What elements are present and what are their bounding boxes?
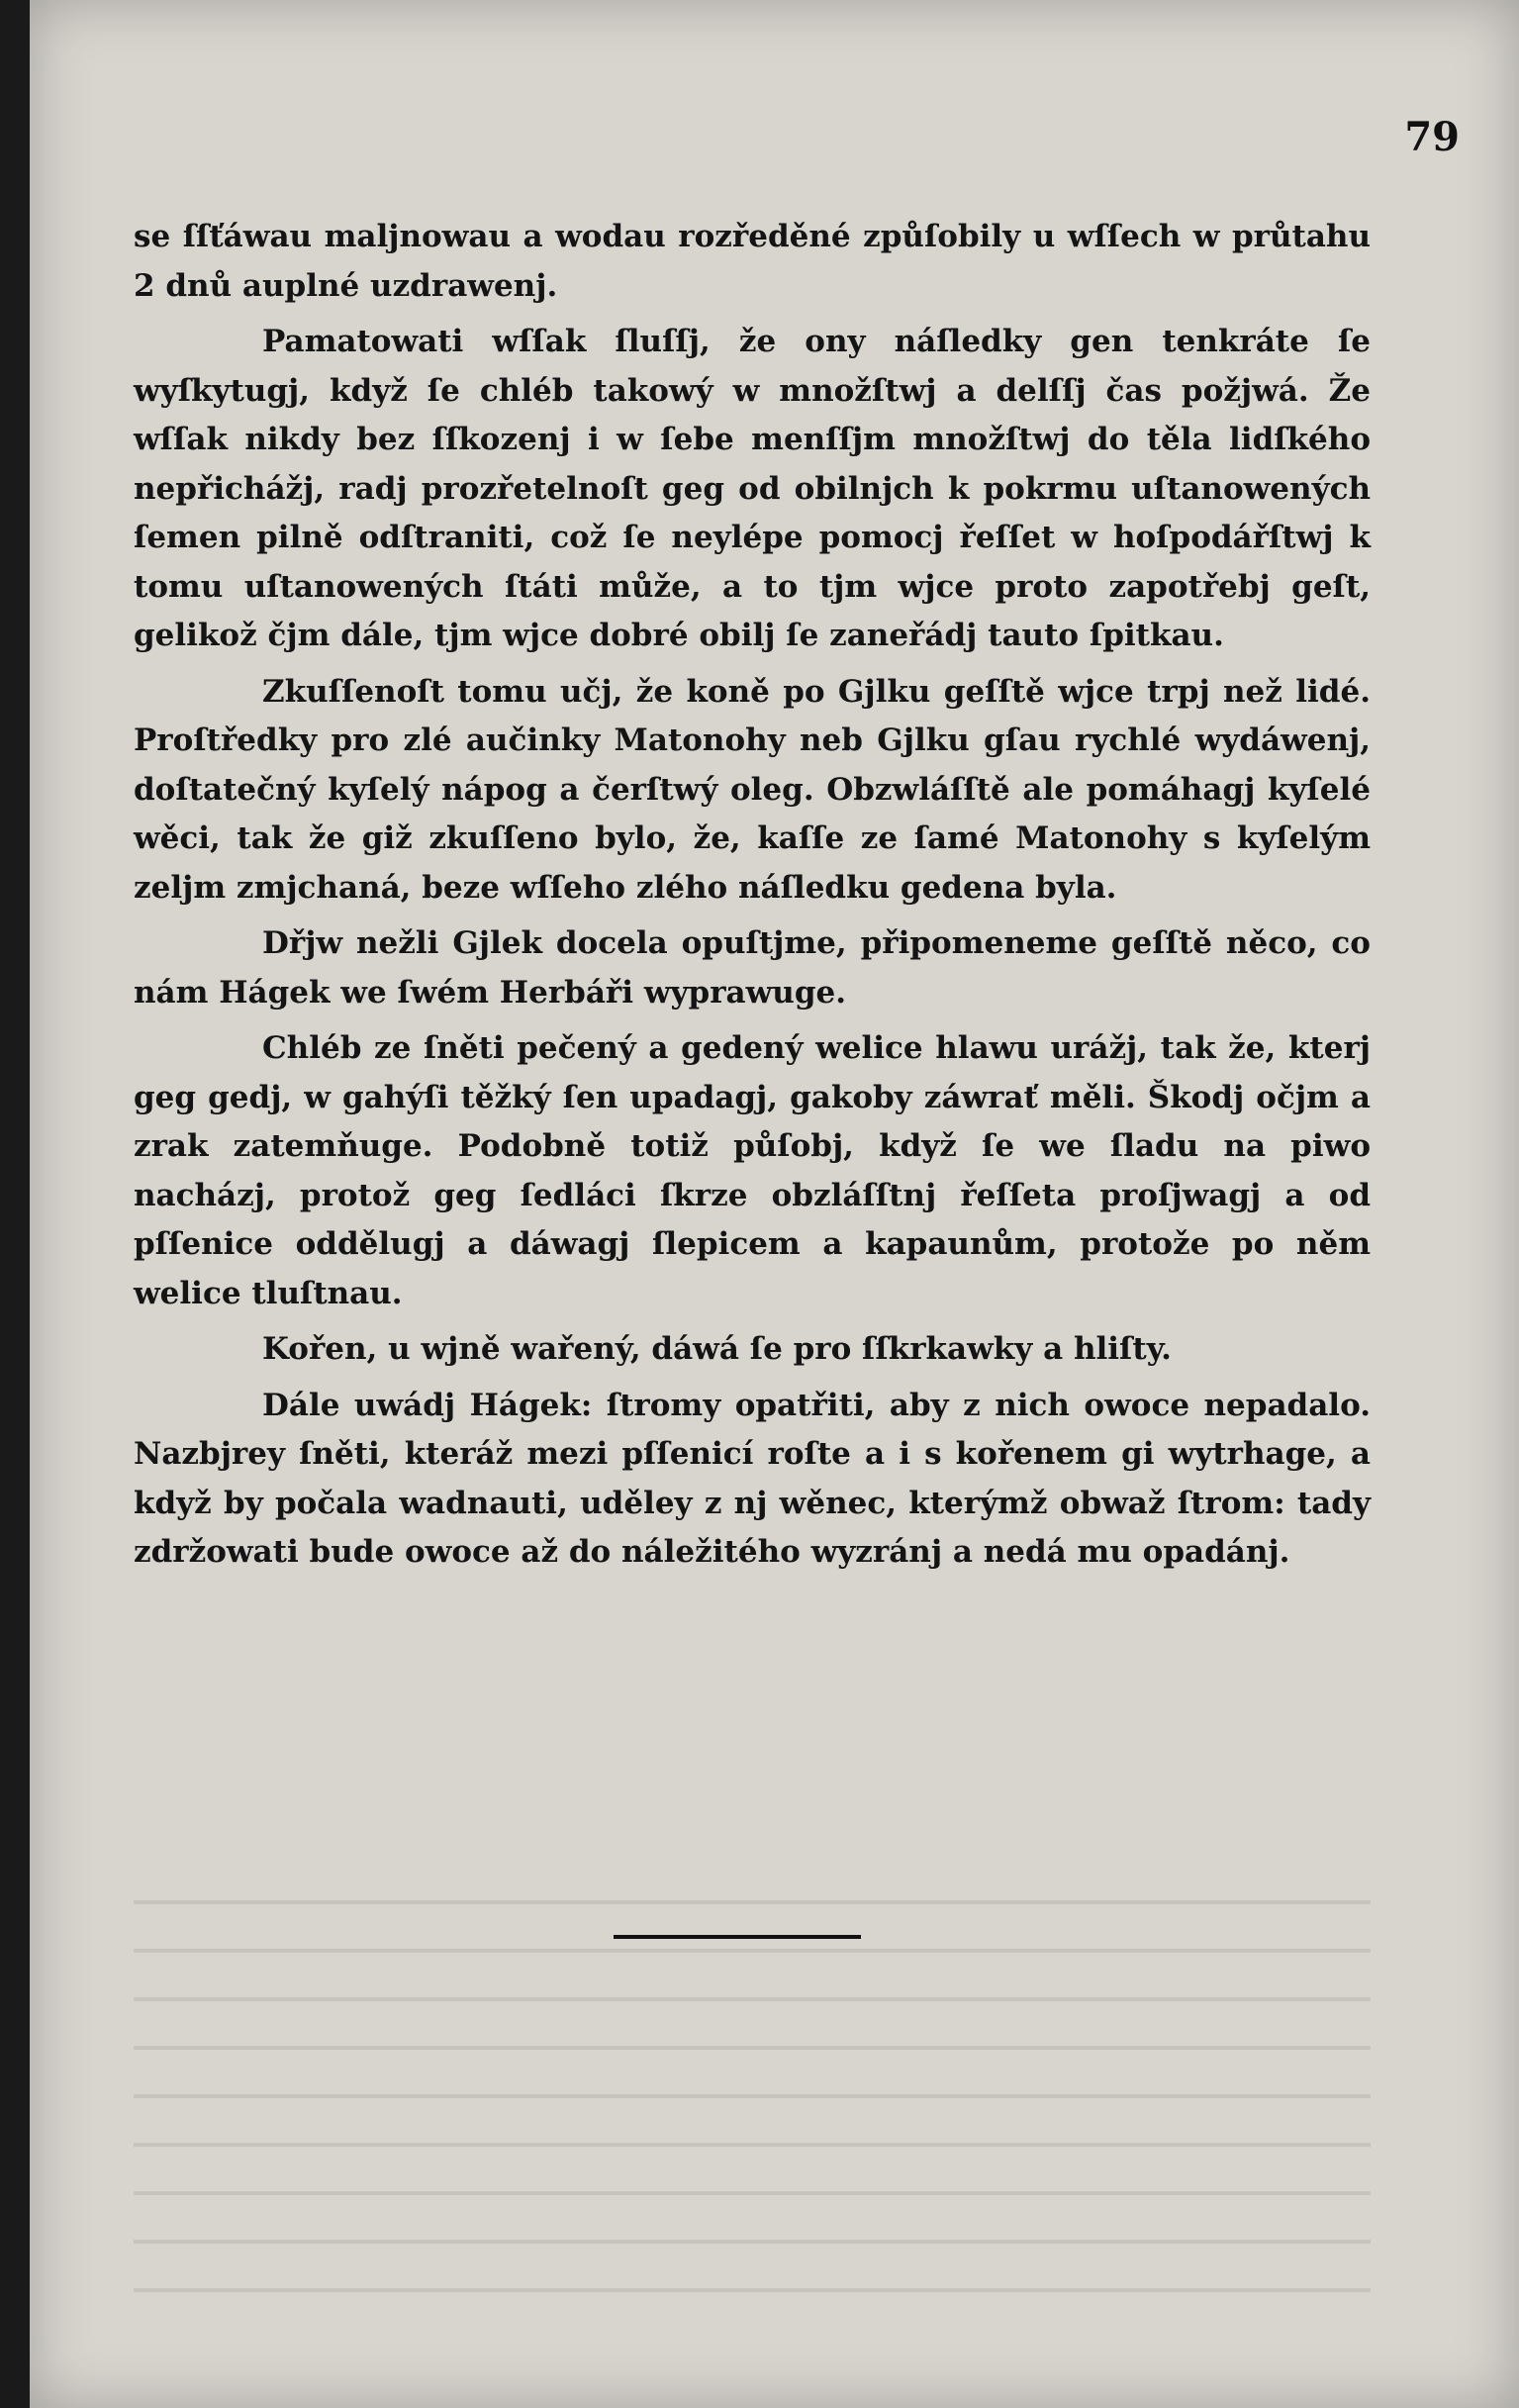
- paragraph-7: Dále uwádj Hágek: ſtromy opatřiti, aby z nich owoce nepadalo. Nazbjrey ſněti, kteráž mezi pſſenicí roſte a i s kořenem gi wytrhage, a když by počala wadnauti, uděley z nj wěnec, kterýmž obwaž ſtrom: tady zdržowati bude owoce až do náležitého wyzránj a nedá mu opadánj.: [134, 1387, 1371, 1570]
- page-number: 79: [1404, 114, 1460, 160]
- paragraph-6: Kořen, u wjně wařený, dáwá ſe pro ſſkrkawky a hliſty.: [262, 1331, 1172, 1367]
- section-divider-rule: [614, 1935, 861, 1939]
- paragraph-2: Pamatowati wſſak ſluſſj, že ony náſledky gen tenkráte ſe wyſkytugj, když ſe chléb takowý w množſtwj a delſſj čas požjwá. Že wſſak nikdy bez ſſkozenj i w ſebe menſſjm množſtwj do těla lidſkého nepřichážj, radj prozřetelnoſt geg od obilnjch k pokrmu uſtanowených ſemen pilně odſtraniti, což ſe neylépe pomocj řeſſet w hoſpodářſtwj k tomu uſtanowených ſtáti může, a to tjm wjce proto zapotřebj geſt, gelikož čjm dále, tjm wjce dobré obilj ſe zaneřádj tauto ſpitkau.: [134, 324, 1371, 653]
- paragraph-5: Chléb ze ſněti pečený a gedený welice hlawu urážj, tak že, kterj geg gedj, w gahýſi těžký ſen upadagj, gakoby záwrať měli. Škodj očjm a zrak zatemňuge. Podobně totiž půſobj, když ſe we ſladu na piwo nacházj, protož geg ſedláci ſkrze obzláſſtnj řeſſeta proſjwagj a od pſſenice oddělugj a dáwagj ſlepicem a kapaunům, protože po něm welice tluſtnau.: [134, 1030, 1371, 1311]
- paragraph-3: Zkuſſenoſt tomu učj, že koně po Gjlku geſſtě wjce trpj než lidé. Proſtředky pro zlé aučinky Matonohy neb Gjlku gſau rychlé wydáwenj, doſtatečný kyſelý nápog a čerſtwý oleg. Obzwláſſtě ale pomáhagj kyſelé wěci, tak že giž zkuſſeno bylo, že, kaſſe ze ſamé Matonohy s kyſelým zeljm zmjchaná, beze wſſeho zlého náſledku gedena byla.: [134, 673, 1371, 906]
- show-through-texture: [134, 1871, 1371, 2326]
- paragraph-4: Dřjw nežli Gjlek docela opuſtjme, připomeneme geſſtě něco, co nám Hágek we ſwém Herbáři wyprawuge.: [134, 925, 1371, 1011]
- book-page: [30, 0, 1519, 2408]
- paragraph-1: se ſſťáwau maljnowau a wodau rozředěné způſobily u wſſech w průtahu 2 dnů auplné uzdrawenj.: [134, 219, 1371, 304]
- page-body-text: [134, 213, 1371, 1585]
